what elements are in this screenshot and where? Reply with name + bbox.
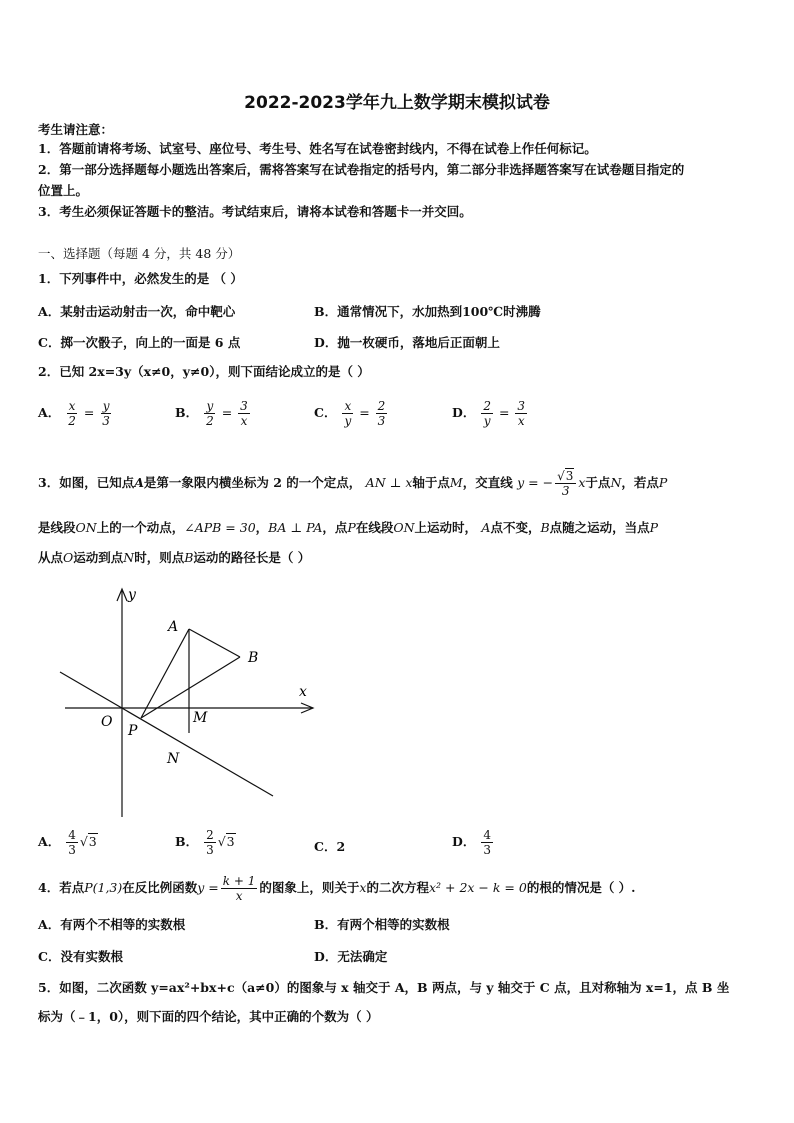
q3-line-slope: $\frac{√3}{3}$: [555, 469, 576, 498]
notice-heading: 考生请注意：: [38, 122, 114, 137]
q2-option-c[interactable]: [314, 399, 389, 428]
segment-AB: [189, 629, 240, 657]
q2-d-left-frac: $\frac{2}{y}$: [483, 399, 491, 428]
q2-a-left-frac: $\frac{x}{2}$: [68, 399, 76, 428]
q4-fraction: $\frac{k + 1}{x}$: [222, 874, 256, 903]
q2-a-eq: =: [83, 405, 95, 420]
q3-option-a[interactable]: A． $\frac{4}{3}$ √3: [38, 828, 97, 857]
q5-stem-line-1: 5．如图，二次函数 y=ax²+bx+c（a≠0）的图象与 x 轴交于 A，B 两点，与 y 轴交于 C 点，且对称轴为 x=1，点 B 坐: [38, 980, 730, 995]
q1-stem: 1．下列事件中，必然发生的是 （ ）: [38, 271, 243, 286]
label-x: x: [299, 684, 307, 700]
q2-c-left-frac: $\frac{x}{y}$: [344, 399, 352, 428]
q1-option-b[interactable]: B．通常情况下，水加热到100℃时沸腾: [314, 304, 541, 319]
label-y: y: [128, 587, 136, 603]
segment-PA: [141, 629, 189, 718]
q3-line-2: 是线段ON上的一个动点，∠APB = 30，BA ⊥ PA，点P在线段ON上运动时， A点不变，B点随之运动，当点P: [38, 520, 659, 535]
q2-b-label: B．: [175, 405, 199, 420]
q5-stem-line-2: 标为（﹣1，0），则下面的四个结论，其中正确的个数为（ ）: [38, 1009, 379, 1024]
q2-b-eq: =: [221, 405, 233, 420]
label-N: N: [167, 751, 180, 767]
notice-item-1: 1．答题前请将考场、试室号、座位号、考生号、姓名写在试卷密封线内，不得在试卷上作任何标记。: [38, 141, 597, 156]
q2-option-b[interactable]: [175, 399, 252, 428]
section-heading: 一、选择题（每题 4 分，共 48 分）: [38, 246, 241, 261]
q2-b-left-frac: $\frac{y}{2}$: [206, 399, 214, 428]
q2-c-label: C．: [314, 405, 337, 420]
label-O: O: [101, 714, 113, 730]
q3-figure: [55, 585, 330, 820]
q2-a-label: A．: [38, 405, 61, 420]
q4-stem: 4．若点P(1,3)在反比例函数y = $\frac{k + 1}{x}$ 的图象上，则关于x的二次方程x² + 2x − k = 0的根的情况是（ ）.: [38, 874, 636, 903]
q2-option-d[interactable]: [452, 399, 529, 428]
q2-c-eq: =: [359, 405, 370, 420]
q2-d-label: D．: [452, 405, 476, 420]
segment-PB: [141, 657, 240, 718]
q1-option-d[interactable]: D．抛一枚硬币，落地后正面朝上: [314, 335, 500, 350]
label-B: B: [248, 650, 259, 666]
q2-d-right-frac: $\frac{3}{x}$: [517, 399, 526, 428]
notice-item-2-cont: 位置上。: [38, 183, 89, 198]
page-title: 2022-2023学年九上数学期末模拟试卷: [244, 93, 550, 113]
notice-item-2: 2．第一部分选择题每小题选出答案后，需将答案写在试卷指定的括号内，第二部分非选择题答案写在试卷题目指定的: [38, 162, 685, 177]
q3-option-c[interactable]: C．2: [314, 839, 346, 854]
q2-c-right-frac: $\frac{2}{3}$: [377, 399, 386, 428]
q4-option-a[interactable]: A．有两个不相等的实数根: [38, 917, 186, 932]
q3-line-3: 从点O运动到点N时，则点B运动的路径长是（ ）: [38, 550, 311, 565]
label-M: M: [193, 710, 208, 726]
label-A: A: [168, 619, 179, 635]
notice-item-3: 3．考生必须保证答题卡的整洁。考试结束后，请将本试卷和答题卡一并交回。: [38, 204, 472, 219]
q1-option-a[interactable]: A．某射击运动射击一次，命中靶心: [38, 304, 236, 319]
label-P: P: [128, 723, 138, 739]
q2-d-eq: =: [498, 405, 510, 420]
q2-a-right-frac: $\frac{y}{3}$: [102, 399, 110, 428]
q4-option-d[interactable]: D．无法确定: [314, 949, 388, 964]
q2-option-a[interactable]: [38, 399, 114, 428]
q1-option-c[interactable]: C．掷一次骰子，向上的一面是 6 点: [38, 335, 241, 350]
line-y-neg-sqrt3-x: [60, 672, 273, 796]
q3-option-d[interactable]: D． $\frac{4}{3}$: [452, 828, 491, 857]
q3-option-b[interactable]: B． $\frac{2}{3}$ √3: [175, 828, 235, 857]
q3-line-1: 3．如图，已知点A是第一象限内横坐标为 2 的一个定点， AN ⊥ x轴于点M，交直线 y = − $\frac{√3}{3}$ x于点N，若点P: [38, 469, 668, 498]
q2-b-right-frac: $\frac{3}{x}$: [240, 399, 248, 428]
q2-stem: 2．已知 2x=3y（x≠0，y≠0），则下面结论成立的是（ ）: [38, 364, 370, 379]
q4-option-b[interactable]: B．有两个相等的实数根: [314, 917, 450, 932]
q4-option-c[interactable]: C．没有实数根: [38, 949, 123, 964]
